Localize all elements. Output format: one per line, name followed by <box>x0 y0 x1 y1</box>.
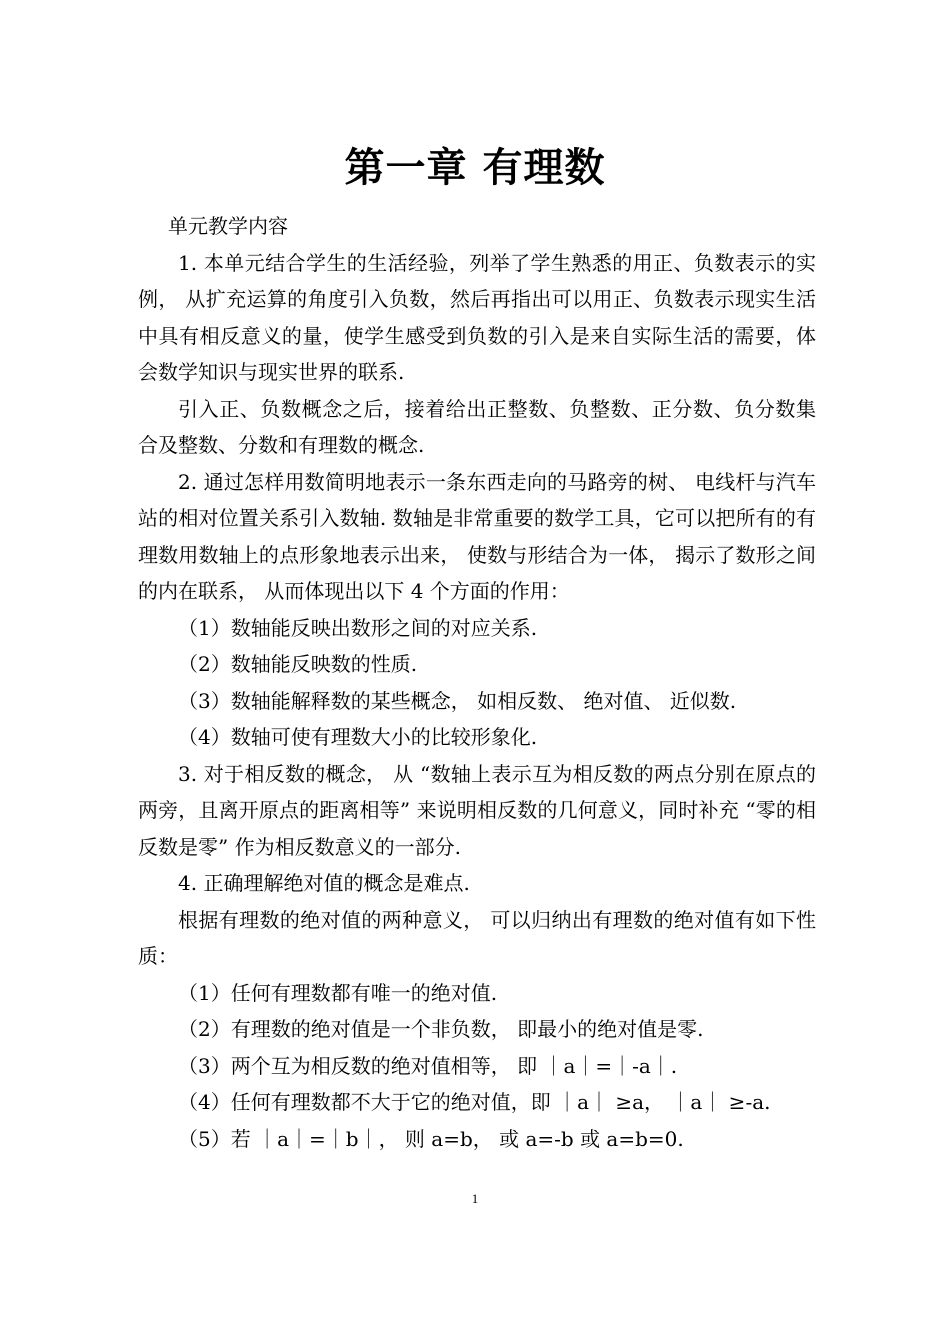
list-item: （2）数轴能反映数的性质. <box>178 652 418 676</box>
page-number: 1 <box>471 1191 479 1206</box>
section-heading: 单元教学内容 <box>168 214 288 238</box>
list-item: （1）任何有理数都有唯一的绝对值. <box>178 980 498 1005</box>
list-item: （2）有理数的绝对值是一个非负数， 即最小的绝对值是零. <box>178 1017 704 1041</box>
list-item: （4）任何有理数都不大于它的绝对值，即 ｜a｜ ≥a， ｜a｜ ≥-a. <box>178 1090 771 1114</box>
list-item: （3）两个互为相反数的绝对值相等， 即 ｜a｜=｜-a｜. <box>178 1053 678 1078</box>
list-item: （4）数轴可使有理数大小的比较形象化. <box>178 725 538 749</box>
paragraph: 引入正、负数概念之后，接着给出正整数、负整数、正分数、负分数集合及整数、分数和有理数的概念. <box>138 396 816 457</box>
list-item: （5）若 ｜a｜=｜b｜， 则 a=b， 或 a=-b 或 a=b=0. <box>178 1126 684 1151</box>
paragraph: 根据有理数的绝对值的两种意义， 可以归纳出有理数的绝对值有如下性质： <box>138 907 816 968</box>
paragraph: 2. 通过怎样用数简明地表示一条东西走向的马路旁的树、 电线杆与汽车站的相对位置关系引入数轴. 数轴是非常重要的数学工具，它可以把所有的有理数用数轴上的点形象地表示出来， 使数与形结合为一体， 揭示了数形之间的内在联系， 从而体现出以下 4 个方面的作用： <box>138 469 816 603</box>
list-item: （3）数轴能解释数的某些概念， 如相反数、 绝对值、 近似数. <box>178 688 737 713</box>
paragraph: 1. 本单元结合学生的生活经验，列举了学生熟悉的用正、负数表示的实例， 从扩充运算的角度引入负数，然后再指出可以用正、负数表示现实生活中具有相反意义的量，使学生感受到负数的引入是来自实际生活的需要，体会数学知识与现实世界的联系. <box>138 250 816 384</box>
list-item: （1）数轴能反映出数形之间的对应关系. <box>178 615 538 640</box>
paragraph: 4. 正确理解绝对值的概念是难点. <box>178 871 470 895</box>
chapter-title: 第一章 有理数 <box>344 145 606 191</box>
paragraph: 3. 对于相反数的概念， 从 “数轴上表示互为相反数的两点分别在原点的两旁，且离开原点的距离相等” 来说明相反数的几何意义，同时补充 “零的相反数是零” 作为相反数意义的一部分. <box>138 761 816 859</box>
document-body <box>138 208 816 1157</box>
